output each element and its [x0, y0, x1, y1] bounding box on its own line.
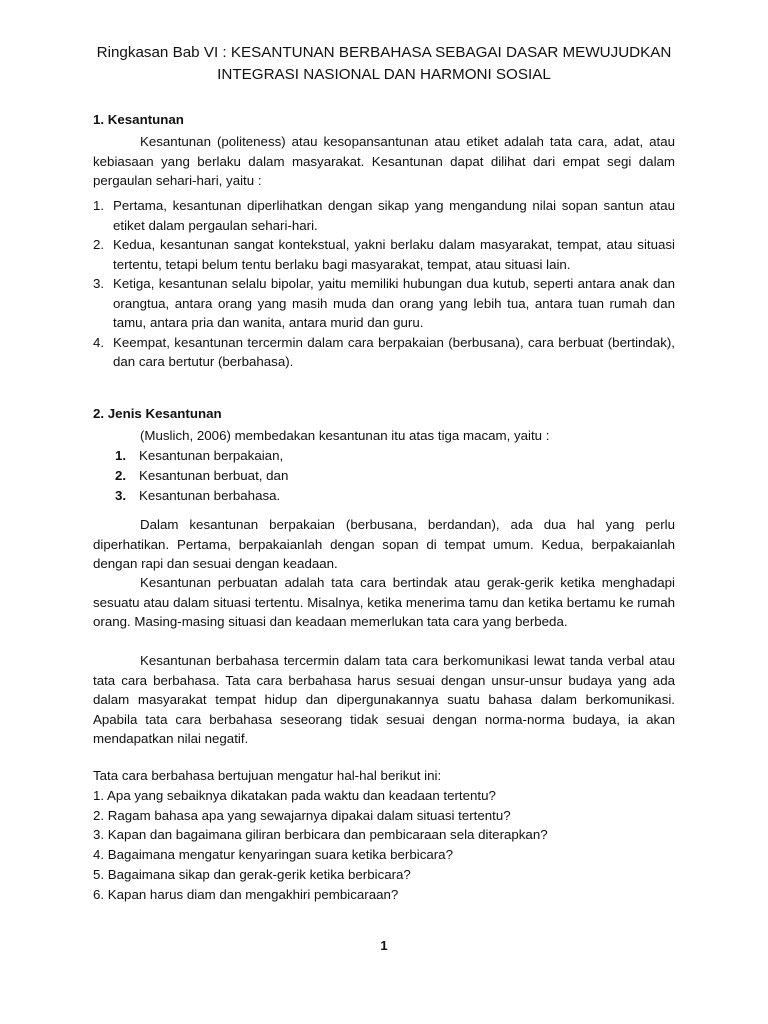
- section-1-heading: 1. Kesantunan: [93, 112, 184, 127]
- list-item: 3. Kesantunan berbahasa.: [115, 487, 281, 503]
- page-number: 1: [380, 938, 388, 953]
- section-2-heading: 2. Jenis Kesantunan: [93, 406, 222, 421]
- list-item: 4. Keempat, kesantunan tercermin dalam cara berpakaian (berbusana), cara berbuat (bertindak), dan cara bertutur (berbahasa).: [93, 334, 675, 369]
- section-2-list: [115, 446, 515, 505]
- list-item: 5. Bagaimana sikap dan gerak-gerik ketika berbicara?: [93, 866, 411, 882]
- list-item: 1. Apa yang sebaiknya dikatakan pada waktu dan keadaan tertentu?: [93, 788, 496, 803]
- list-item: 1. Pertama, kesantunan diperlihatkan dengan sikap yang mengandung nilai sopan santun atau etiket dalam pergaulan sehari-hari.: [93, 198, 675, 233]
- question-list: [93, 786, 675, 904]
- paragraph-kesantunan-perbuatan: Kesantunan perbuatan adalah tata cara bertindak atau gerak-gerik ketika menghadapi sesuatu atau dalam situasi tertentu. Misalnya, ketika menerima tamu dan ketika bertamu ke rumah orang. Masing-masing situasi dan keadaan memerlukan tata cara yang berbeda.: [93, 575, 675, 629]
- list-item: 4. Bagaimana mengatur kenyaringan suara ketika berbicara?: [93, 847, 453, 863]
- paragraph-kesantunan-berbahasa: Kesantunan berbahasa tercermin dalam tata cara berkomunikasi lewat tanda verbal atau tata cara berbahasa. Tata cara berbahasa harus sesuai dengan unsur-unsur budaya yang ada dalam masyarakat tempat hidup dan dipergunakannya suatu bahasa dalam berkomunikasi. Apabila tata cara berbahasa seseorang tidak sesuai dengan norma-norma budaya, ia akan mendapatkan nilai negatif.: [93, 653, 675, 746]
- list-item: 6. Kapan harus diam dan mengakhiri pembicaraan?: [93, 886, 399, 902]
- section-1-intro: Kesantunan (politeness) atau kesopansantunan atau etiket adalah tata cara, adat, atau kebiasaan yang berlaku dalam masyarakat. Kesantunan dapat dilihat dari empat segi dalam pergaulan sehari-hari, yaitu :: [93, 134, 675, 188]
- list-item: 2. Kesantunan berbuat, dan: [115, 467, 289, 483]
- list-item: 2. Kedua, kesantunan sangat kontekstual, yakni berlaku dalam masyarakat, tempat, atau situasi tertentu, tetapi belum tentu berlaku bagi masyarakat, tempat, atau situasi lain.: [93, 237, 675, 272]
- section-1-list: [93, 196, 675, 372]
- document-title: [93, 42, 675, 86]
- list-intro: Tata cara berbahasa bertujuan mengatur hal-hal berikut ini:: [93, 768, 442, 783]
- title-line-2: INTEGRASI NASIONAL DAN HARMONI SOSIAL: [217, 66, 551, 83]
- title-line-1: Ringkasan Bab VI : KESANTUNAN BERBAHASA SEBAGAI DASAR MEWUJUDKAN: [96, 44, 672, 61]
- list-item: 3. Kapan dan bagaimana giliran berbicara dan pembicaraan sela diterapkan?: [93, 827, 548, 843]
- section-2-intro: (Muslich, 2006) membedakan kesantunan itu atas tiga macam, yaitu :: [140, 428, 550, 443]
- paragraph-kesantunan-berpakaian: Dalam kesantunan berpakaian (berbusana, berdandan), ada dua hal yang perlu diperhatikan. Pertama, berpakaianlah dengan sopan di tempat umum. Kedua, berpakaianlah dengan rapi dan sesuai dengan keadaan.: [93, 517, 675, 571]
- list-item: 3. Ketiga, kesantunan selalu bipolar, yaitu memiliki hubungan dua kutub, seperti antara anak dan orangtua, antara orang yang masih muda dan orang yang lebih tua, antara tuan rumah dan tamu, antara pria dan wanita, antara murid dan guru.: [93, 276, 675, 330]
- list-item: 1. Kesantunan berpakaian,: [115, 448, 284, 463]
- list-item: 2. Ragam bahasa apa yang sewajarnya dipakai dalam situasi tertentu?: [93, 807, 511, 823]
